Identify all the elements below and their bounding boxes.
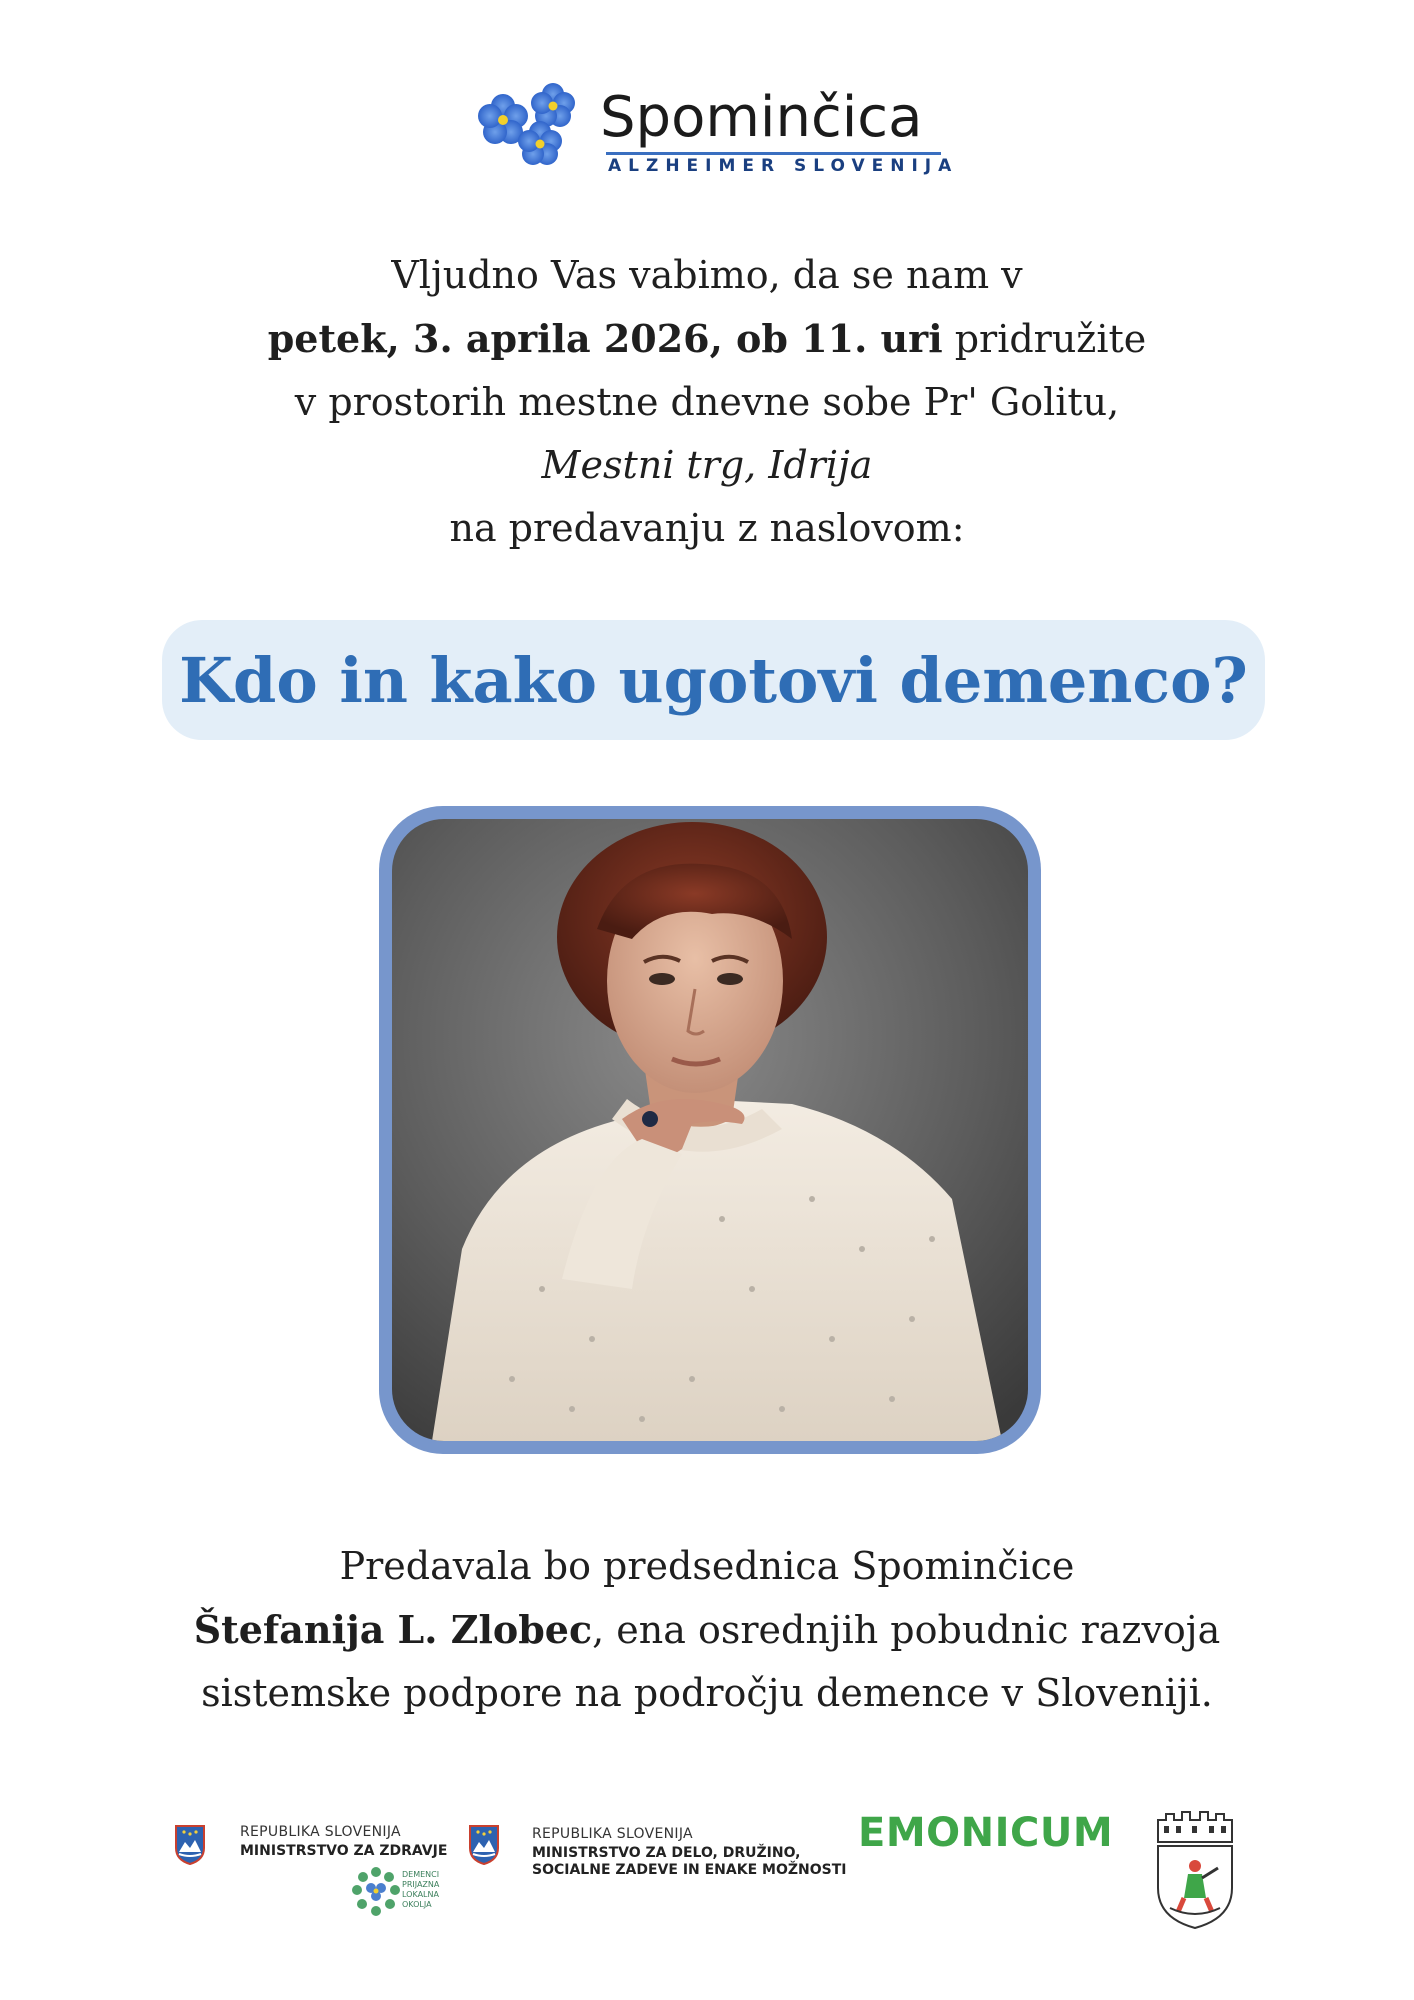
demenci-prijazna-badge — [352, 1866, 462, 1922]
idrija-coat-of-arms-icon — [1150, 1808, 1240, 1932]
forget-me-not-flowers-icon — [470, 82, 600, 172]
lecture-title: Kdo in kako ugotovi demenco? — [179, 643, 1248, 717]
slovenia-coat-of-arms-icon — [468, 1824, 500, 1866]
ministry-health-country: REPUBLIKA SLOVENIJA — [240, 1824, 401, 1840]
invitation-line-1: Vljudno Vas vabimo, da se nam v — [391, 253, 1023, 297]
demenci-badge-text — [402, 1870, 439, 1910]
demenci-line-3: LOKALNA — [402, 1890, 439, 1899]
demenci-line-1: DEMENCI — [402, 1870, 440, 1879]
ministry-health-logo — [240, 1824, 447, 1859]
event-address: Mestni trg, Idrija — [541, 443, 873, 487]
presenter-line-1: Predavala bo predsednica Spominčice — [339, 1544, 1075, 1588]
slovenia-coat-of-arms-icon — [174, 1824, 206, 1866]
event-location — [0, 434, 1414, 497]
presenter-line-2 — [0, 1598, 1414, 1662]
ministry-labor-country: REPUBLIKA SLOVENIJA — [532, 1826, 693, 1842]
lecture-title-banner — [162, 620, 1265, 740]
invitation-line-5: na predavanju z naslovom: — [449, 506, 965, 550]
emonicum-logo: EMONICUM — [858, 1810, 1114, 1856]
presenter-portrait-frame — [379, 806, 1041, 1454]
presenter-name: Štefanija L. Zlobec — [193, 1607, 593, 1652]
ministry-health-name: MINISTRSTVO ZA ZDRAVJE — [240, 1843, 448, 1859]
demenci-line-2: PRIJAZNA — [402, 1880, 440, 1889]
presenter-portrait-photo — [392, 819, 1028, 1441]
demenci-line-4: OKOLJA — [402, 1900, 432, 1909]
presenter-line-2-rest: , ena osrednjih pobudnic razvoja — [592, 1608, 1221, 1652]
ministry-labor-logo — [532, 1826, 846, 1878]
ministry-labor-name-2: SOCIALNE ZADEVE IN ENAKE MOŽNOSTI — [532, 1862, 847, 1878]
logo-divider — [606, 152, 941, 155]
logo-subtitle: ALZHEIMER SLOVENIJA — [608, 156, 959, 176]
ministry-labor-name-1: MINISTRSTVO ZA DELO, DRUŽINO, — [532, 1845, 801, 1861]
logo-wordmark: Spominčica — [600, 85, 923, 150]
event-date-time: petek, 3. aprila 2026, ob 11. uri — [267, 316, 943, 361]
invitation-text — [0, 244, 1414, 560]
presenter-line-3: sistemske podpore na področju demence v Sloveniji. — [201, 1671, 1213, 1715]
invitation-line-2 — [0, 307, 1414, 371]
invitation-line-2-rest: pridružite — [942, 317, 1147, 361]
invitation-line-3: v prostorih mestne dnevne sobe Pr' Golitu, — [294, 380, 1120, 424]
spomincica-logo — [470, 82, 960, 182]
demenci-wreath-icon — [352, 1866, 400, 1918]
presenter-text — [0, 1535, 1414, 1725]
